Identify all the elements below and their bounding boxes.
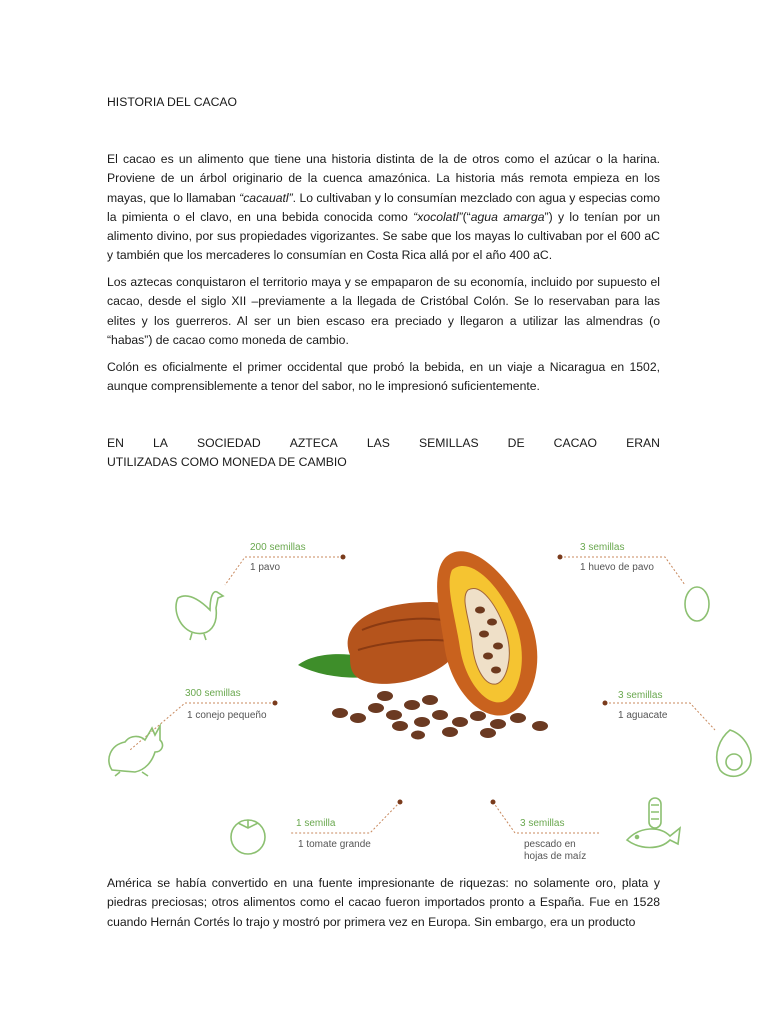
fish-count-label: 3 semillas: [520, 818, 565, 829]
rabbit-item-label: 1 conejo pequeño: [187, 710, 267, 721]
egg-icon: [685, 587, 709, 621]
heading-word: DE: [507, 436, 525, 450]
turkey-icon: [176, 592, 223, 640]
heading-word: SOCIEDAD: [196, 436, 261, 450]
section-heading-line-1: [107, 434, 660, 453]
avocado-icon: [717, 730, 751, 776]
cacao-currency-infographic: [100, 530, 760, 870]
section-heading-line-2: UTILIZADAS COMO MONEDA DE CAMBIO: [107, 455, 347, 470]
turkey-count-label: 200 semillas: [250, 542, 306, 553]
section-heading: [107, 434, 660, 473]
heading-word: ERAN: [626, 436, 660, 450]
cacao-pod-illustration: [298, 551, 548, 739]
paragraph-2: Los aztecas conquistaron el territorio maya y se empaparon de su economía, incluido por supuesto el cacao, desde el siglo XII –previamente a la llegada de Cristóbal Colón. Se lo reservaban para las elites y los guerreros. Al ser un bien escaso era preciado y llegaron a utilizar las almendras (o “habas”) de cacao como moneda de cambio.: [107, 275, 660, 347]
avocado-item-label: 1 aguacate: [618, 710, 668, 721]
heading-word: AZTECA: [289, 436, 338, 450]
avocado-count-label: 3 semillas: [618, 690, 663, 701]
rabbit-icon: [109, 726, 163, 776]
rabbit-count-label: 300 semillas: [185, 688, 241, 699]
tomato-item-label: 1 tomate grande: [298, 839, 371, 850]
heading-word: SEMILLAS: [418, 436, 479, 450]
heading-word: CACAO: [553, 436, 597, 450]
tomato-icon: [231, 820, 265, 854]
fish-item-label-1: pescado en: [524, 839, 576, 850]
paragraph-3: Colón es oficialmente el primer occidental que probó la bebida, en un viaje a Nicaragua en 1502, aunque comprensiblemente a tenor del sabor, no le impresionó suficientemente.: [107, 360, 660, 394]
document-title: HISTORIA DEL CACAO: [107, 95, 238, 109]
egg-item-label: 1 huevo de pavo: [580, 562, 654, 573]
turkey-item-label: 1 pavo: [250, 562, 281, 573]
fish-item-label-2: hojas de maíz: [524, 851, 587, 862]
heading-word: EN: [107, 436, 124, 450]
fish-corn-icon: [627, 798, 680, 848]
tomato-count-label: 1 semilla: [296, 818, 336, 829]
heading-word: LA: [153, 436, 168, 450]
paragraph-1: El cacao es un alimento que tiene una historia distinta de la de otros como el azúcar o la harina. Proviene de un árbol originario de la cuenca amazónica. La historia más remota empieza en los mayas, que lo llamaban “cacauatl”. Lo cultivaban y lo consumían mezclado con agua y especias como la pimienta o el clavo, en una bebida conocida como “xocolatl”(“agua amarga”) y lo tenían por un alimento divino, por sus propiedades vigorizantes. Se sabe que los mayas lo cultivaban por el 600 aC y también que los mercaderes lo consumían en Costa Rica allá por el año 400 aC.: [107, 152, 660, 263]
egg-count-label: 3 semillas: [580, 542, 625, 553]
heading-word: LAS: [366, 436, 390, 450]
paragraph-4: América se había convertido en una fuente impresionante de riquezas: no solamente oro, plata y piedras preciosas; otros alimentos como el cacao fueron importados pronto a España. Fue en 1528 cuando Hernán Cortés lo trajo y mostró por primera vez en Europa. Sin embargo, era un producto: [107, 876, 660, 929]
